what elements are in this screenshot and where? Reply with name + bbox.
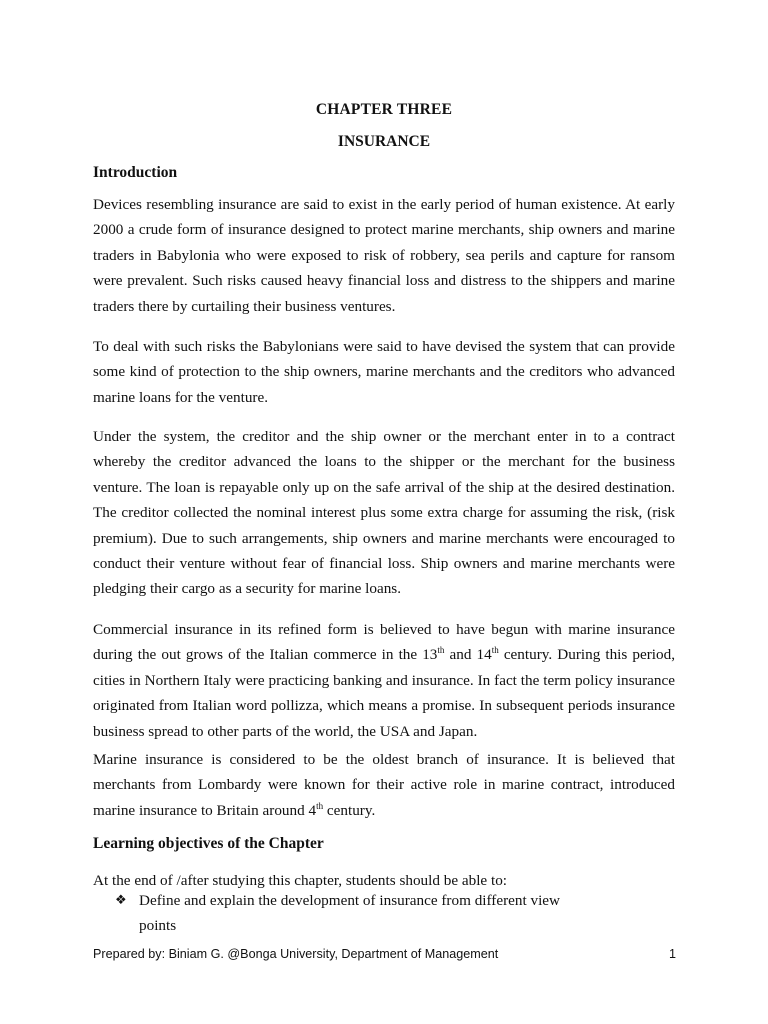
paragraph-2: To deal with such risks the Babylonians were said to have devised the system that can provide some kind of protection to the ship owners, marine merchants and the creditors who advanced marine loans for the venture. xyxy=(93,338,675,406)
paragraph-5-part-a: Marine insurance is considered to be the oldest branch of insurance. It is believed that merchants from Lombardy were known for their active role in marine contract, introduced marine insurance to Britain around 4 xyxy=(93,751,675,819)
diamond-bullet-icon: ❖ xyxy=(115,893,127,908)
footer-page-number: 1 xyxy=(668,947,676,961)
superscript-th-14: th xyxy=(491,645,499,656)
paragraph-1: Devices resembling insurance are said to exist in the early period of human existence. At early 2000 a crude form of insurance designed to protect marine merchants, ship owners and marine traders in Babylonia who were exposed to risk of robbery, sea perils and capture for ransom were prevalent. Such risks caused heavy financial loss and distress to the shippers and marine traders there by curtailing their business ventures. xyxy=(93,196,675,315)
paragraph-4-part-a: Commercial insurance in its refined form is believed to have begun with marine insurance during the out grows of the Italian commerce in the 13 xyxy=(93,621,675,664)
chapter-subtitle: INSURANCE xyxy=(337,133,431,150)
objectives-intro: At the end of /after studying this chapter, students should be able to: xyxy=(93,872,508,889)
introduction-heading: Introduction xyxy=(93,164,178,181)
objectives-heading: Learning objectives of the Chapter xyxy=(93,835,324,852)
paragraph-5 xyxy=(93,747,675,823)
footer-prepared-by: Prepared by: Biniam G. @Bonga University, Department of Management xyxy=(93,947,499,961)
paragraph-5-part-b: century. xyxy=(323,801,376,819)
bullet-text: Define and explain the development of insurance from different view points xyxy=(139,892,561,935)
paragraph-4-part-c: century. During this period, cities in Northern Italy were practicing banking and insurance. In fact the term policy insurance originated from Italian word pollizza, which means a promise. In subsequent periods insurance business spread to other parts of the world, the USA and Japan. xyxy=(93,646,675,740)
paragraph-3: Under the system, the creditor and the ship owner or the merchant enter in to a contract whereby the creditor advanced the loans to the shipper or the merchant for the business venture. The loan is repayable only up on the safe arrival of the ship at the desired destination. The creditor collected the nominal interest plus some extra charge for assuming the risk, (risk premium). Due to such arrangements, ship owners and marine merchants were encouraged to conduct their venture without fear of financial loss. Ship owners and marine merchants were pledging their cargo as a security for marine loans. xyxy=(93,428,675,598)
chapter-title: CHAPTER THREE xyxy=(315,101,453,118)
paragraph-4-part-b: and 14 xyxy=(444,646,492,664)
superscript-th-13: th xyxy=(437,645,445,656)
superscript-th-4: th xyxy=(316,800,324,811)
paragraph-4 xyxy=(93,617,675,744)
